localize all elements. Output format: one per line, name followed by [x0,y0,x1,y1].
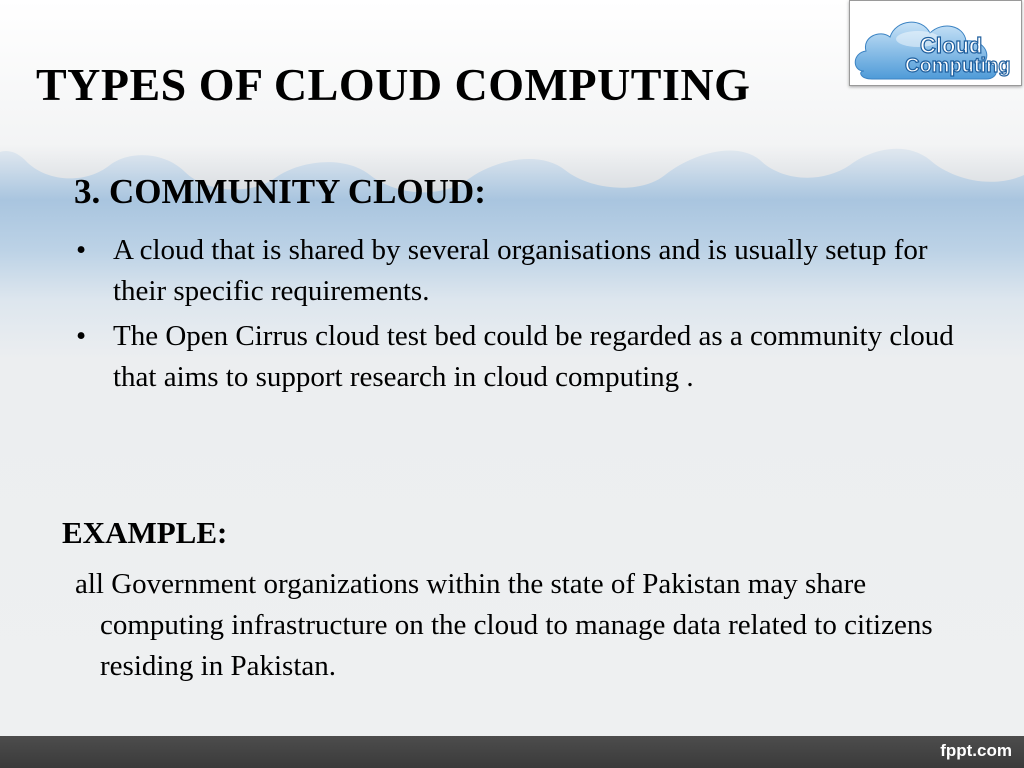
cloud-icon [850,1,1021,85]
example-label: EXAMPLE: [62,515,228,550]
slide-title: TYPES OF CLOUD COMPUTING [36,59,751,110]
bullet-item [74,316,964,398]
cloud-computing-logo [849,0,1022,86]
example-text: all Government organizations within the state of Pakistan may share computing infrastructure on the cloud to manage data related to citizens residing in Pakistan. [75,568,933,682]
footer-brand: fppt.com [940,741,1012,760]
bullet-text: The Open Cirrus cloud test bed could be regarded as a community cloud that aims to support research in cloud computing . [113,320,954,393]
bullet-marker: • [76,234,87,266]
bullet-text: A cloud that is shared by several organisations and is usually setup for their specific requirements. [113,234,928,307]
logo-line-2: Computing [905,55,1011,77]
footer-bar [0,736,1024,768]
section-heading: 3. COMMUNITY CLOUD: [74,172,486,211]
bullet-list [74,230,964,402]
logo-line-1: Cloud [920,33,983,58]
bullet-item [74,230,964,312]
bullet-marker: • [76,320,87,352]
